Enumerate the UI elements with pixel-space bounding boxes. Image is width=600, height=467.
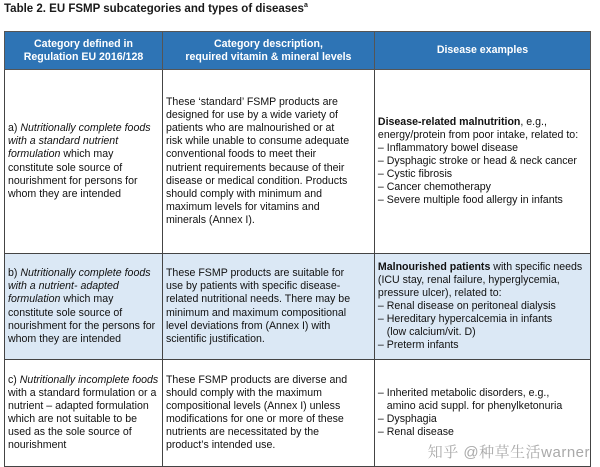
list-item: – Cancer chemotherapy: [377, 181, 491, 194]
header-row: [5, 32, 591, 70]
header-disease-examples: Disease examples: [374, 32, 590, 70]
watermark: 知乎 @种草生活warner: [427, 444, 590, 461]
header-description: Category description, required vitamin & mineral levels: [162, 32, 374, 70]
header-category: Category defined in Regulation EU 2016/128: [5, 32, 163, 70]
list-item: – Preterm infants: [377, 339, 459, 352]
list-item: – Renal disease: [377, 426, 454, 439]
list-item: – Inherited metabolic disorders, e.g.,: [377, 386, 550, 399]
list-item: – Inflammatory bowel disease: [377, 141, 519, 154]
table-row: [5, 254, 591, 360]
list-item: amino acid suppl. for phenylketonuria: [377, 399, 563, 412]
disease-cell: Disease-related malnutrition, e.g., energy/protein from poor intake, related to: – Inflammatory bowel disease – Dysphagic stroke or head & neck cancer – Cystic fibrosis – Cancer chemotherapy – Severe multiple food allergy in infants: [374, 70, 590, 254]
list-item: – Hereditary hypercalcemia in infants: [377, 313, 553, 326]
category-cell: c) Nutritionally incomplete foods with a standard formulation or a nutrient – adapted formulation which are not suitable to be used as the sole source of nourishment: [5, 360, 163, 467]
list-item: – Dysphagic stroke or head & neck cancer: [377, 154, 577, 167]
list-item: – Dysphagia: [377, 413, 437, 425]
category-cell: a) Nutritionally complete foods with a standard nutrient formulation which may constitute sole source of nourishment for persons for whom they are intended: [5, 70, 163, 254]
category-cell: b) Nutritionally complete foods with a nutrient- adapted formulation which may constitute sole source of nourishment for the persons for whom they are intended: [5, 254, 163, 360]
list-item: – Renal disease on peritoneal dialysis: [377, 299, 556, 312]
table-row: [5, 70, 591, 254]
list-item: (low calcium/vit. D): [377, 326, 476, 339]
list-item: – Severe multiple food allergy in infants: [377, 194, 563, 207]
description-cell: These FSMP products are diverse and should comply with the maximum compositional levels (Annex I) unless modifications for one or more of these nutrients are necessitated by the product’s intended use.: [162, 360, 374, 467]
fsmp-table: [4, 31, 591, 467]
disease-cell: Malnourished patients with specific needs (ICU stay, renal failure, hyperglycemia, pressure ulcer), related to: – Renal disease on peritoneal dialysis – Hereditary hypercalcemia in infants (low calcium/vit. D) – Preterm infants: [374, 254, 590, 360]
list-item: – Cystic fibrosis: [377, 168, 453, 181]
table-caption: Table 2. EU FSMP subcategories and types of diseases$^a$: [4, 2, 308, 15]
description-cell: These ‘standard’ FSMP products are designed for use by a wide variety of patients who are malnourished or at risk while unable to consume adequate conventional foods to meet their nutrient requirements because of their disease or medical condition. Products should comply with minimum and maximum levels for vitamins and minerals (Annex I).: [162, 70, 374, 254]
description-cell: These FSMP products are suitable for use by patients with specific disease- related nutritional needs. There may be minimum and maximum compositional level deviations from (Annex I) with scientific justification.: [162, 254, 374, 360]
